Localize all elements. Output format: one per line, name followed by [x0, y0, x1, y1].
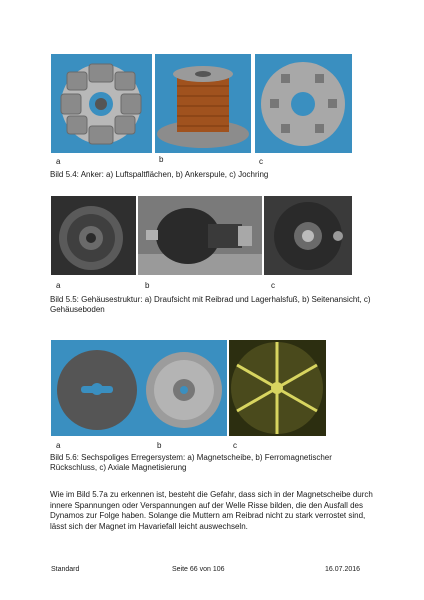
figure-label-b: b	[159, 155, 164, 164]
photo-housing-side-view	[138, 196, 262, 275]
photo-ferromagnetic-return	[142, 340, 227, 436]
photo-magnet-disc	[51, 340, 142, 436]
figure-label-a: a	[56, 281, 61, 290]
photo-armature-coil	[155, 54, 251, 153]
footer-left: Standard	[51, 566, 80, 573]
figure-label-a: a	[56, 157, 61, 166]
photo-housing-top-view	[51, 196, 136, 275]
photo-yoke-ring	[255, 54, 352, 153]
figure-label-a: a	[56, 441, 61, 450]
figure-label-c: c	[271, 281, 275, 290]
figure-label-c: c	[259, 157, 263, 166]
figure-caption: Bild 5.6: Sechspoliges Erregersystem: a) Magnetscheibe, b) Ferromagnetischer Rückschluss, c) Axiale Magnetisierung	[50, 453, 332, 472]
figure-label-b: b	[157, 441, 162, 450]
body-paragraph: Wie im Bild 5.7a zu erkennen ist, besteht die Gefahr, dass sich in der Magnetscheibe durch innere Spannungen oder Verspannungen auf der Welle Risse bilden, die den Ausfall des Dynamos zur Folge haben. Solange die Muttern am Reibrad nicht zu stark verrostet sind, lässt sich der Magnet im Havariefall leicht auswechseln.	[50, 490, 373, 531]
photo-axial-magnetization	[229, 340, 326, 436]
footer-date: 16.07.2016	[325, 566, 361, 573]
photo-armature-air-gap	[51, 54, 152, 153]
photo-housing-bottom	[264, 196, 352, 275]
footer-page-number: Seite 66 von 106	[172, 566, 225, 573]
figure-caption: Bild 5.5: Gehäusestruktur: a) Draufsicht mit Reibrad und Lagerhalsfuß, b) Seitenansicht, c) Gehäuseboden	[50, 295, 371, 314]
figure-label-c: c	[233, 441, 237, 450]
figure-caption: Bild 5.4: Anker: a) Luftspaltflächen, b) Ankerspule, c) Jochring	[50, 170, 269, 179]
figure-label-b: b	[145, 281, 150, 290]
